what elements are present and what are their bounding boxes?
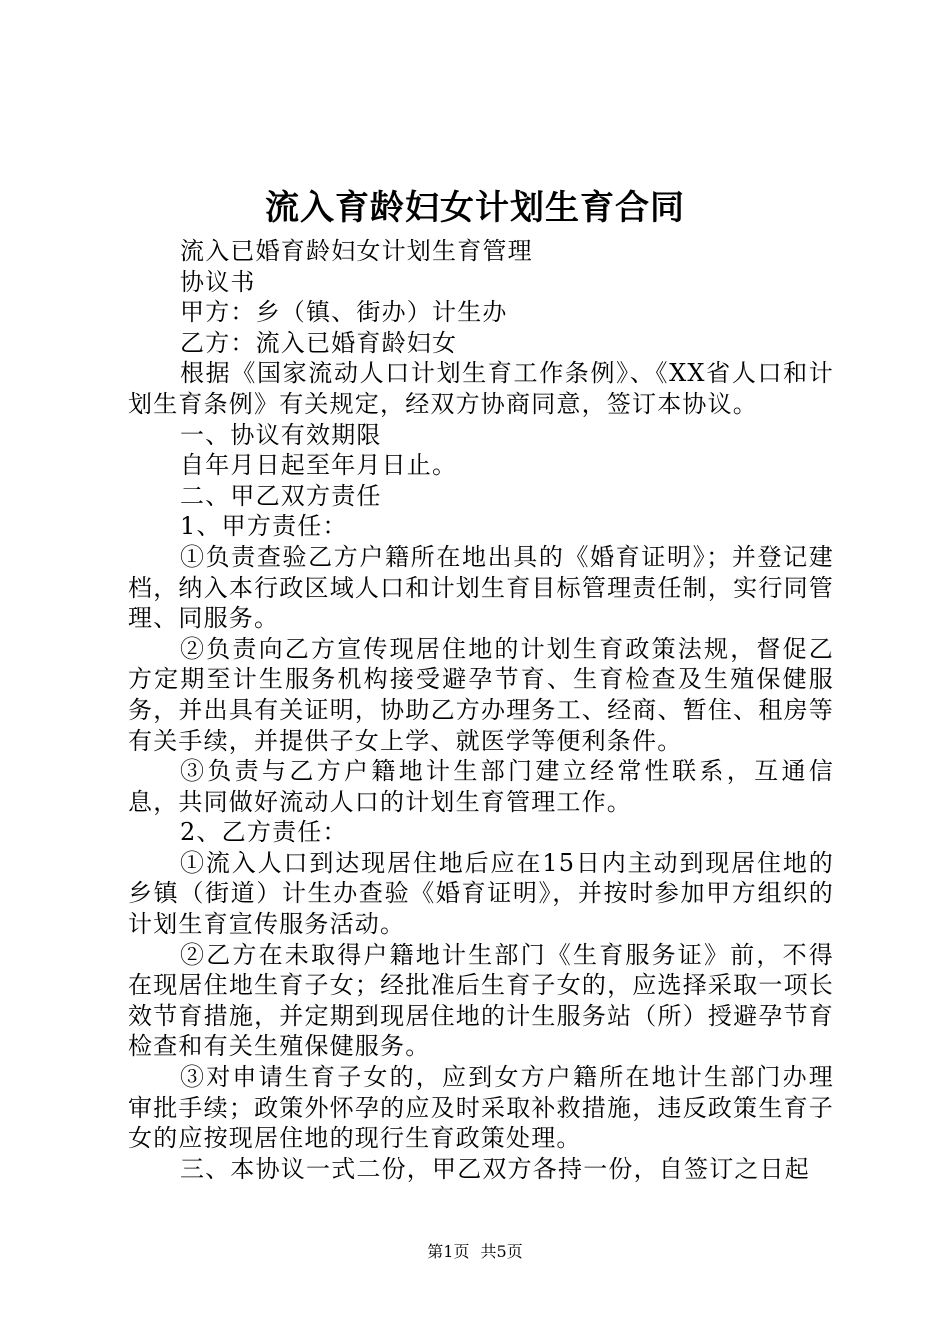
- paragraph-basis: 根据《国家流动人口计划生育工作条例》、《XX省人口和计划生育条例》有关规定，经双方协商同意，签订本协议。: [128, 359, 834, 418]
- paragraph-party-b-item-1: ①流入人口到达现居住地后应在15日内主动到现居住地的乡镇（街道）计生办查验《婚育证明》，并按时参加甲方组织的计划生育宣传服务活动。: [128, 848, 834, 939]
- paragraph-party-b-item-2: ②乙方在未取得户籍地计生部门《生育服务证》前，不得在现居住地生育子女；经批准后生育子女的，应选择采取一项长效节育措施，并定期到现居住地的计生服务站（所）授避孕节育检查和有关生殖保健服务。: [128, 940, 834, 1061]
- paragraph-party-a-item-2: ②负责向乙方宣传现居住地的计划生育政策法规，督促乙方定期至计生服务机构接受避孕节育、生育检查及生殖保健服务，并出具有关证明，协助乙方办理务工、经商、暂住、租房等有关手续，并提供子女上学、就医学等便利条件。: [128, 634, 834, 755]
- paragraph-party-b-item-3: ③对申请生育子女的，应到女方户籍所在地计生部门办理审批手续；政策外怀孕的应及时采取补救措施，违反政策生育子女的应按现居住地的现行生育政策处理。: [128, 1063, 834, 1153]
- paragraph-subtitle-2: 协议书: [180, 267, 256, 296]
- paragraph-party-a-item-1: ①负责查验乙方户籍所在地出具的《婚育证明》；并登记建档，纳入本行政区域人口和计划生育目标管理责任制，实行同管理、同服务。: [128, 542, 834, 633]
- document-title: 流入育龄妇女计划生育合同: [265, 188, 685, 228]
- paragraph-party-a: 甲方：乡（镇、街办）计生办: [180, 298, 508, 327]
- paragraph-validity-period: 自年月日起至年月日止。: [180, 451, 458, 480]
- section-heading-responsibilities: 二、甲乙双方责任: [180, 481, 382, 510]
- paragraph-subtitle: 流入已婚育龄妇女计划生育管理: [180, 237, 533, 265]
- section-heading-copies: 三、本协议一式二份，甲乙双方各持一份，自签订之日起: [180, 1154, 810, 1183]
- subsection-heading-party-b: 2、乙方责任：: [180, 818, 348, 847]
- paragraph-party-b: 乙方：流入已婚育龄妇女: [180, 328, 458, 357]
- subsection-heading-party-a: 1、甲方责任：: [180, 512, 348, 541]
- paragraph-party-a-item-3: ③负责与乙方户籍地计生部门建立经常性联系，互通信息，共同做好流动人口的计划生育管理工作。: [128, 757, 834, 816]
- page-indicator: 第1页 共5页: [427, 1242, 523, 1261]
- section-heading-validity: 一、协议有效期限: [180, 420, 382, 449]
- document-body: [128, 236, 834, 1184]
